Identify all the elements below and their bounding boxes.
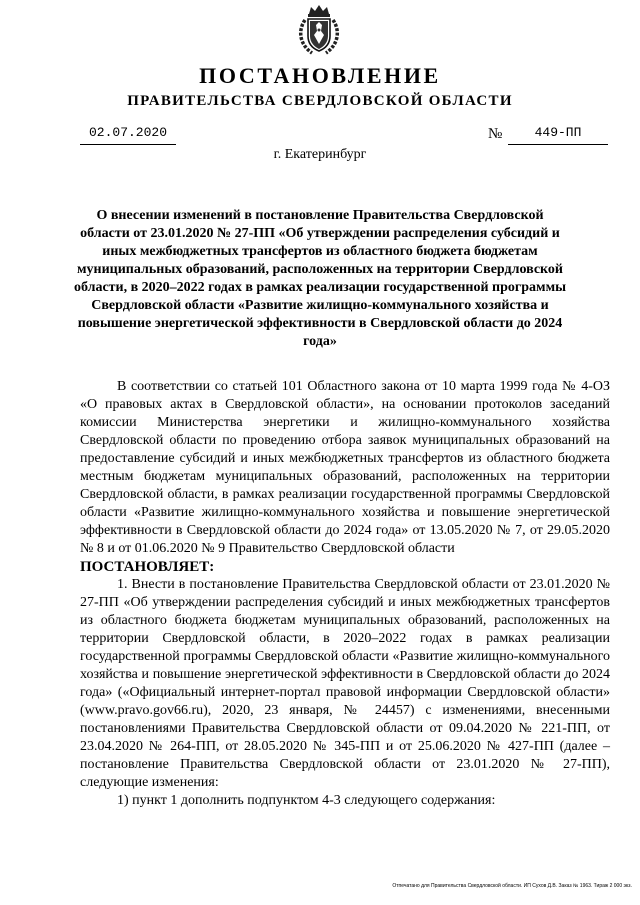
document-heading: О внесении изменений в постановление Правительства Свердловской области от 23.01.2020 № 27-ПП «Об утверждении распределения субсидий и иных межбюджетных трансфертов из областного бюджета бюджетам муниципальных образований, расположенных на территории Свердловской области, в 2020–2022 годах в рамках реализации государственной программы Свердловской области «Развитие жилищно-коммунального хозяйства и повышение энергетической эффективности в Свердловской области до 2024 года» (73, 208, 567, 349)
document-body (80, 378, 610, 810)
document-date: 02.07.2020 (80, 124, 176, 145)
document-subtitle: ПРАВИТЕЛЬСТВА СВЕРДЛОВСКОЙ ОБЛАСТИ (127, 93, 513, 109)
number-sign: № (488, 126, 503, 142)
subitem-1-paragraph: 1) пункт 1 дополнить подпунктом 4-3 следующего содержания: (117, 793, 496, 808)
coat-of-arms-icon (296, 4, 342, 56)
document-number: 449-ПП (508, 124, 608, 145)
city: г. Екатеринбург (273, 147, 367, 162)
item-1-paragraph: 1. Внести в постановление Правительства Свердловской области от 23.01.2020 № 27-ПП «Об утверждении распределения субсидий и иных межбюджетных трансфертов из областного бюджета бюджетам муниципальных образований, расположенных на территории Свердловской области, в 2020–2022 годах в рамках реализации государственной программы Свердловской области «Развитие жилищно-коммунального хозяйства и повышение энергетической эффективности в Свердловской области до 2024 года» («Официальный интернет-портал правовой информации Свердловской области» (www.pravo.gov66.ru), 2020, 23 января, № 24457) с изменениями, внесенными постановлениями Правительства Свердловской области от 09.04.2020 № 221-ПП, от 23.04.2020 № 264-ПП, от 28.05.2020 № 345-ПП и от 25.06.2020 № 427-ПП (далее – постановление Правительства Свердловской области от 23.01.2020 № 27-ПП), следующие изменения: (80, 577, 610, 790)
print-footer: Отпечатано для Правительства Свердловской области. ИП Сухов Д.В. Заказ № 1963. Тираж 2 000 экз. (392, 883, 632, 889)
document-title: ПОСТАНОВЛЕНИЕ (199, 63, 441, 88)
decree-word: ПОСТАНОВЛЯЕТ: (80, 559, 215, 575)
preamble-paragraph: В соответствии со статьей 101 Областного закона от 10 марта 1999 года № 4-ОЗ «О правовых актах в Свердловской области», на основании протоколов заседаний комиссии Министерства энергетики и жилищно-коммунального хозяйства Свердловской области по проведению отбора заявок муниципальных образований на предоставление субсидий и иных межбюджетных трансфертов из областного бюджета местным бюджетам муниципальных образований, расположенных на территории Свердловской области, в рамках реализации государственной программы Свердловской области «Развитие жилищно-коммунального хозяйства и повышение энергетической эффективности в Свердловской области до 2024 года» от 13.05.2020 № 7, от 29.05.2020 № 8 и от 01.06.2020 № 9 Правительство Свердловской области (80, 379, 610, 556)
